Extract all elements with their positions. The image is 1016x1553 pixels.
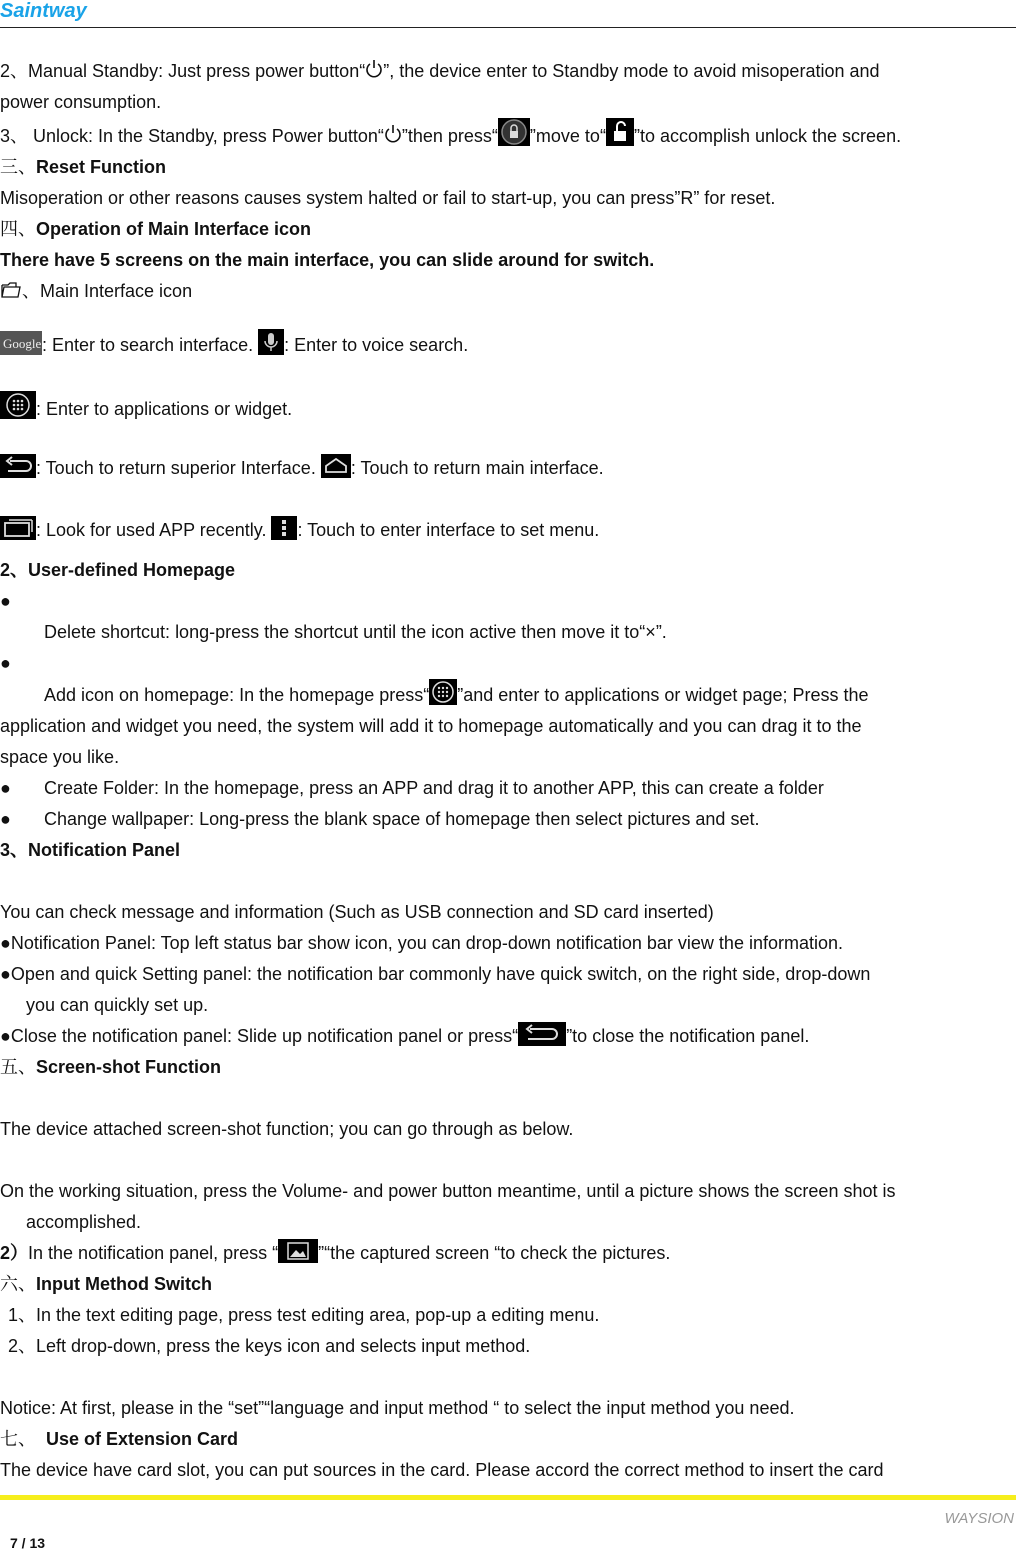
para-input-step-2: 2、Left drop-down, press the keys icon and selects input method. bbox=[8, 1336, 531, 1356]
para-screen-shot-intro: The device attached screen-shot function; you can go through as below. bbox=[0, 1119, 574, 1139]
heading-user-defined-homepage: 2、User-defined Homepage bbox=[0, 560, 236, 580]
para-add-icon: Add icon on homepage: In the homepage press“ ”and enter to applications or widget page; Press the bbox=[0, 679, 1016, 711]
folder-numeral-icon bbox=[0, 281, 22, 299]
home-icon bbox=[321, 454, 351, 478]
apps-grid-icon bbox=[429, 679, 457, 705]
recent-apps-icon bbox=[0, 516, 36, 540]
footer-brand: WAYSION bbox=[944, 1510, 1014, 1527]
para-delete-shortcut: Delete shortcut: long-press the shortcut until the icon active then move it to“×”. bbox=[44, 622, 667, 642]
subheading-main-interface-icon: 、Main Interface icon bbox=[0, 276, 1016, 307]
para-back-home-icons: : Touch to return superior Interface. : Touch to return main interface. bbox=[0, 431, 1016, 493]
para-recent-menu-icons: : Look for used APP recently. : Touch to enter interface to set menu. bbox=[0, 493, 1016, 555]
heading-reset-function: 三、Reset Function bbox=[0, 157, 167, 177]
unlock-icon bbox=[606, 118, 634, 146]
para-add-icon-cont2: space you like. bbox=[0, 747, 120, 767]
power-icon bbox=[365, 59, 383, 79]
bullet-marker: ● bbox=[0, 591, 11, 611]
bullet-change-wallpaper: ● Change wallpaper: Long-press the blank space of homepage then select pictures and set. bbox=[0, 809, 760, 829]
para-search-icons: Google : Enter to search interface. : Enter to voice search. bbox=[0, 307, 1016, 369]
para-apps-icon: : Enter to applications or widget. bbox=[0, 369, 1016, 431]
page-header bbox=[0, 0, 1016, 28]
heading-notification-panel: 3、Notification Panel bbox=[0, 840, 181, 860]
apps-grid-icon bbox=[0, 391, 36, 419]
bullet-marker: ● bbox=[0, 653, 11, 673]
para-screen-shot-how: On the working situation, press the Volume- and power button meantime, until a picture shows the screen shot is bbox=[0, 1181, 896, 1201]
microphone-icon bbox=[258, 329, 284, 355]
power-icon bbox=[384, 124, 402, 144]
document-body bbox=[0, 56, 1016, 1486]
para-close-notification: ●Close the notification panel: Slide up notification panel or press“ ”to close the notification panel. bbox=[0, 1021, 1016, 1052]
para-unlock: 3、 Unlock: In the Standby, press Power button“ ”then press“ ”move to“ ”to accomplish unlock the screen. bbox=[0, 118, 1016, 152]
para-reset: Misoperation or other reasons causes system halted or fail to start-up, you can press”R” for reset. bbox=[0, 188, 776, 208]
picture-icon bbox=[278, 1239, 318, 1263]
bullet-create-folder: ● Create Folder: In the homepage, press an APP and drag it to another APP, this can create a folder bbox=[0, 778, 824, 798]
heading-extension-card: 七、 Use of Extension Card bbox=[0, 1429, 239, 1449]
para-notification-panel: ●Notification Panel: Top left status bar show icon, you can drop-down notification bar view the information. bbox=[0, 933, 843, 953]
para-input-step-1: 1、In the text editing page, press test editing area, pop-up a editing menu. bbox=[8, 1305, 600, 1325]
lock-icon bbox=[498, 118, 530, 146]
para-screen-shot-how-cont: accomplished. bbox=[26, 1212, 142, 1232]
svg-text:Google: Google bbox=[3, 336, 42, 351]
para-quick-setting: ●Open and quick Setting panel: the notification bar commonly have quick switch, on the right side, drop-down bbox=[0, 964, 871, 984]
heading-screen-shot: 五、Screen-shot Function bbox=[0, 1057, 222, 1077]
page-number: 7 / 13 bbox=[10, 1535, 46, 1551]
para-card-slot: The device have card slot, you can put sources in the card. Please accord the correct method to insert the card bbox=[0, 1460, 884, 1480]
google-search-icon bbox=[0, 331, 42, 355]
footer-divider bbox=[0, 1495, 1016, 1500]
heading-main-interface: 四、Operation of Main Interface icon bbox=[0, 219, 312, 239]
back-icon bbox=[0, 454, 36, 478]
heading-input-method: 六、Input Method Switch bbox=[0, 1274, 212, 1294]
back-icon bbox=[518, 1022, 566, 1046]
para-screen-shot-check: 2）In the notification panel, press “ ”“the captured screen “to check the pictures. bbox=[0, 1238, 1016, 1269]
menu-dots-icon bbox=[271, 516, 297, 540]
para-notice: Notice: At first, please in the “set”“language and input method “ to select the input method you need. bbox=[0, 1398, 795, 1418]
para-add-icon-cont: application and widget you need, the system will add it to homepage automatically and you can drag it to the bbox=[0, 716, 862, 736]
para-five-screens: There have 5 screens on the main interface, you can slide around for switch. bbox=[0, 250, 655, 270]
para-check-message: You can check message and information (Such as USB connection and SD card inserted) bbox=[0, 902, 714, 922]
para-manual-standby: 2、Manual Standby: Just press power button“ ”, the device enter to Standby mode to avoid misoperation and bbox=[0, 61, 880, 81]
para-quick-setting-cont: you can quickly set up. bbox=[26, 995, 209, 1015]
brand-logo: Saintway bbox=[0, 0, 87, 22]
para-manual-standby-cont: power consumption. bbox=[0, 92, 162, 112]
